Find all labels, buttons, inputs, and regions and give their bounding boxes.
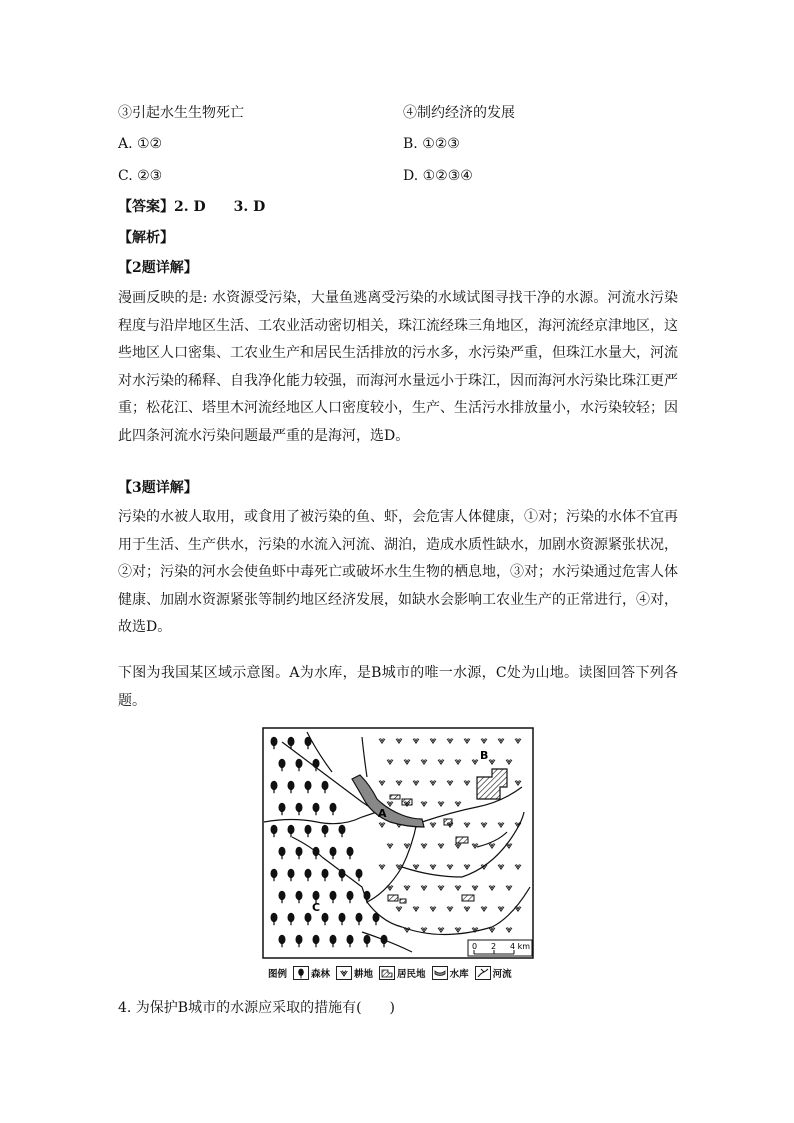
label-b: B (480, 749, 489, 762)
forest-icon (293, 966, 309, 980)
label-a: A (378, 807, 387, 820)
reservoir-icon (432, 966, 448, 980)
answer-line: 【答案】2. D 3. D (118, 199, 266, 215)
q2-explanation: 漫画反映的是: 水资源受污染，大量鱼逃离受污染的水域试图寻找干净的水源。河流水污染程度与沿岸地区生活、工农业活动密切相关，珠江流经珠三角地区，海河流经京津地区，这些地区人口密集、工农业生产和居民生活排放的污水多，水污染严重，但珠江水量大，河流对水污染的稀释、自我净化能力较强，而海河水量远小于珠江，因而海河水污染比珠江更严重；松花江、塔里木河流经地区人口密度较小，生产、生活污水排放量小，水污染较轻；因此四条河流水污染问题最严重的是海河，选D。 (118, 290, 678, 444)
map-intro: 下图为我国某区域示意图。A为水库，是B城市的唯一水源，C处为山地。读图回答下列各题。 (118, 665, 678, 709)
region-map (262, 727, 534, 959)
scale-0: 0 (472, 942, 478, 951)
choice-c: C. ②③ (118, 168, 163, 184)
legend-reservoir: 水库 (449, 969, 469, 980)
legend-title: 图例 (268, 969, 288, 980)
q3-heading: 【3题详解】 (118, 480, 198, 496)
label-c: C (312, 901, 321, 914)
residential-icon (379, 966, 395, 980)
choice-b: B. ①②③ (403, 136, 460, 152)
map-legend (268, 966, 516, 980)
option-4: ④制约经济的发展 (403, 105, 515, 121)
legend-river: 河流 (492, 969, 512, 980)
scale-4: 4 km (510, 942, 531, 951)
q3-explanation: 污染的水被人取用，或食用了被污染的鱼、虾，会危害人体健康，①对；污染的水体不宜再用于生活、生产供水，污染的水流入河流、湖泊，造成水质性缺水，加剧水资源紧张状况，②对；污染的河水会使鱼虾中毒死亡或破坏水生生物的栖息地，③对；水污染通过危害人体健康、加剧水资源紧张等制约地区经济发展，如缺水会影响工农业生产的正常进行，④对，故选D。 (118, 509, 678, 635)
q2-heading: 【2题详解】 (118, 260, 198, 276)
choice-d: D. ①②③④ (403, 168, 473, 184)
choice-a: A. ①② (118, 136, 163, 152)
option-3: ③引起水生生物死亡 (118, 105, 244, 121)
legend-residential: 居民地 (397, 969, 426, 980)
question-4: 4. 为保护B城市的水源应采取的措施有( ) (118, 1000, 396, 1016)
legend-forest: 森林 (311, 969, 331, 980)
river-icon (475, 966, 491, 980)
farmland-icon (336, 966, 352, 980)
legend-farmland: 耕地 (354, 969, 374, 980)
scale-2: 2 (491, 942, 497, 951)
analysis-heading: 【解析】 (118, 230, 174, 246)
